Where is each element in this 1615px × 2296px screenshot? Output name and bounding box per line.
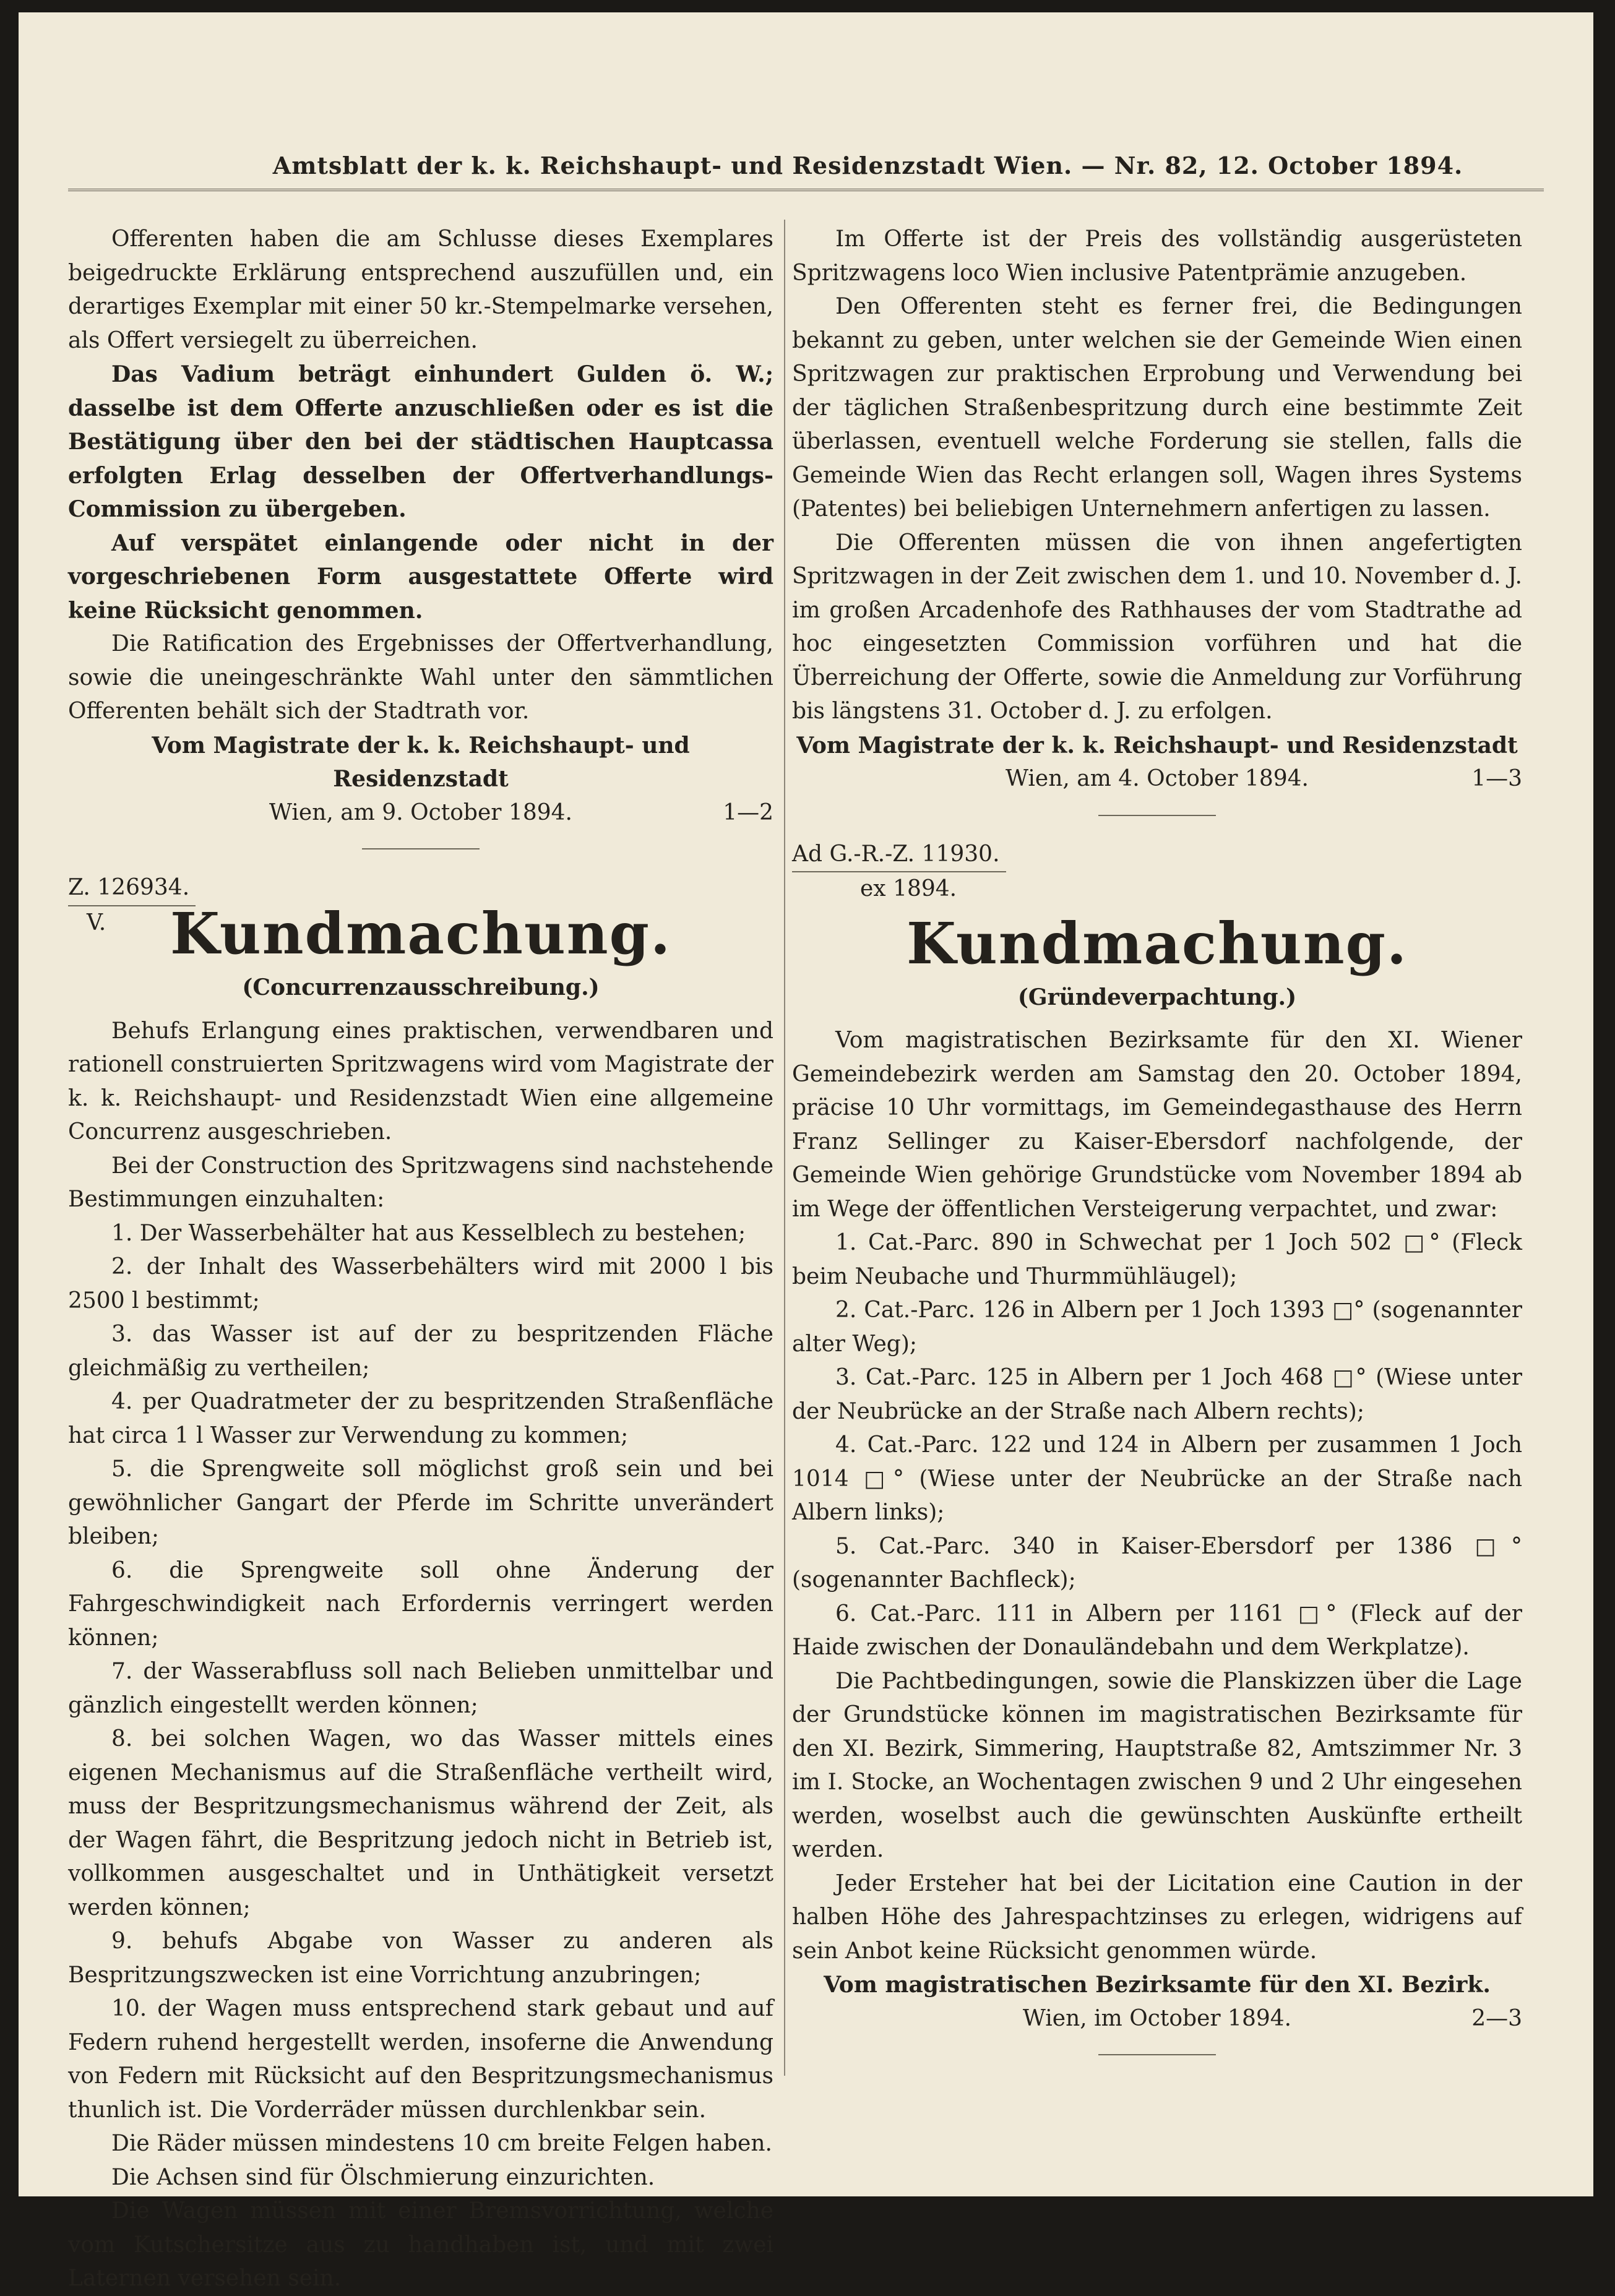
signature: Vom Magistrate der k. k. Reichshaupt- und Residenzstadt (152, 732, 690, 792)
newspaper-page (19, 12, 1593, 2291)
paragraph: Jeder Ersteher hat bei der Licitation eine Caution in der halben Höhe des Jahrespachtzinses zu erlegen, widrigens auf sein Anbot keine Rücksicht genommen würde. (792, 1870, 1522, 1964)
place-date (68, 796, 773, 830)
place-date-text: Wien, am 4. October 1894. (1006, 766, 1309, 791)
list-item: 2. Cat.-Parc. 126 in Albern per 1 Joch 1393 □° (sogenannter alter Weg); (792, 1297, 1522, 1357)
paragraph: Behufs Erlangung eines praktischen, verwendbaren und rationell construierten Spritzwagens wird vom Magistrate der k. k. Reichshaupt- und Residenzstadt Wien eine allgemeine Concurrenz ausgeschrieben. (68, 1018, 773, 1145)
signature: Vom magistratischen Bezirksamte für den XI. Bezirk. (824, 1972, 1491, 1998)
paragraph: Bei der Construction des Spritzwagens sind nachstehende Bestimmungen einzuhalten: (68, 1153, 773, 1212)
signature: Vom Magistrate der k. k. Reichshaupt- und Residenzstadt (796, 732, 1518, 759)
list-item: 7. der Wasserabfluss soll nach Belieben unmittelbar und gänzlich eingestellt werden können; (68, 1659, 773, 1718)
paragraph: Die Wagen müssen mit einer Bremsvorrichtung, welche vom Kutschersitze aus zu handhaben ist, und mit zwei Laternen versehen sein. (68, 2198, 773, 2291)
list-item: 5. die Sprengweite soll möglichst groß sein und bei gewöhnlicher Gangart der Pferde im Schritte unverändert bleiben; (68, 1456, 773, 1549)
paragraph: Die Achsen sind für Ölschmierung einzurichten. (111, 2164, 655, 2190)
list-item: 3. das Wasser ist auf der zu bespritzenden Fläche gleichmäßig zu vertheilen; (68, 1322, 773, 1381)
paragraph: Die Offerenten müssen die von ihnen angefertigten Spritzwagen in der Zeit zwischen dem 1. und 10. November d. J. im großen Arcadenhofe des Rathhauses der vom Stadtrathe ad hoc eingesetzten Commission vorführen und hat die Überreichung der Offerte, sowie die Anmeldung zur Vorführung bis längstens 31. October d. J. zu erfolgen. (792, 530, 1522, 724)
paragraph: Offerenten haben die am Schlusse dieses Exemplares beigedruckte Erklärung entsprechend auszufüllen und, ein derartiges Exemplar mit einer 50 kr.-Stempelmarke versehen, als Offert versiegelt zu überreichen. (68, 226, 773, 353)
notice-gruendeverpachtung (792, 838, 1522, 2056)
reference-suffix: ex 1894. (860, 876, 957, 901)
list-item: 2. der Inhalt des Wasserbehälters wird mit 2000 l bis 2500 l bestimmt; (68, 1254, 773, 1314)
section-rule (1098, 815, 1216, 816)
reference-number: Ad G.-R.-Z. 11930. (792, 838, 1006, 873)
list-item: 1. Cat.-Parc. 890 in Schwechat per 1 Joch 502 □° (Fleck beim Neubache und Thurmmühläugel); (792, 1230, 1522, 1289)
section-rule (1098, 2054, 1216, 2055)
list-item: 6. die Sprengweite soll ohne Änderung der Fahrgeschwindigkeit nach Erfordernis verringert werden können; (68, 1557, 773, 1651)
right-column (792, 223, 1522, 2077)
reference-suffix: V. (87, 909, 106, 935)
place-date (792, 2002, 1522, 2036)
paragraph: Die Ratification des Ergebnisses der Offertverhandlung, sowie die uneingeschränkte Wahl unter den sämmtlichen Offerenten behält sich der Stadtrath vor. (68, 631, 773, 724)
place-date (792, 762, 1522, 796)
notice-subtitle: (Concurrenzausschreibung.) (242, 974, 600, 1000)
notice-title: Kundmachung. (170, 900, 672, 967)
list-item: 3. Cat.-Parc. 125 in Albern per 1 Joch 468 □° (Wiese unter der Neubrücke an der Straße nach Albern rechts); (792, 1365, 1522, 1424)
notice-subtitle: (Gründeverpachtung.) (1017, 984, 1297, 1010)
paragraph: Den Offerenten steht es ferner frei, die Bedingungen bekannt zu geben, unter welchen sie der Gemeinde Wien einen Spritzwagen zur praktischen Erprobung und Verwendung bei der täglichen Straßenbespritzung durch eine bestimmte Zeit überlassen, eventuell welche Forderung sie stellen, falls die Gemeinde Wien das Recht erlangen soll, Wagen ihres Systems (Patentes) bei beliebigen Unternehmern anfertigen zu lassen. (792, 294, 1522, 522)
paragraph: Die Pachtbedingungen, sowie die Planskizzen über die Lage der Grundstücke können im magistratischen Bezirksamte für den XI. Bezirk, Simmering, Hauptstraße 82, Amtszimmer Nr. 3 im I. Stocke, an Wochentagen zwischen 9 und 2 Uhr eingesehen werden, woselbst auch die gewünschten Auskünfte ertheilt werden. (792, 1668, 1522, 1862)
list-item: 8. bei solchen Wagen, wo das Wasser mittels eines eigenen Mechanismus auf die Straßenfläche vertheilt wird, muss der Bespritzungsmechanismus während der Zeit, als der Wagen fährt, die Bespritzung jedoch nicht in Betrieb ist, vollkommen ausgeschaltet und in Unthätigkeit versetzt werden können; (68, 1726, 773, 1920)
list-item: 6. Cat.-Parc. 111 in Albern per 1161 □° (Fleck auf der Haide zwischen der Donauländebahn und dem Werkplatze). (792, 1601, 1522, 1660)
left-column (68, 223, 773, 2296)
paragraph: Die Räder müssen mindestens 10 cm breite Felgen haben. (111, 2131, 772, 2156)
paragraph: Das Vadium beträgt einhundert Gulden ö. W.; dasselbe ist dem Offerte anzuschließen oder es ist die Bestätigung über den bei der städtischen Hauptcassa erfolgten Erlag desselben der Offertverhandlungs-Commission zu übergeben. (68, 361, 773, 522)
place-date-text: Wien, am 9. October 1894. (269, 799, 572, 825)
list-item: 4. per Quadratmeter der zu bespritzenden Straßenfläche hat circa 1 l Wasser zur Verwendung zu kommen; (68, 1389, 773, 1448)
paragraph: Vom magistratischen Bezirksamte für den XI. Wiener Gemeindebezirk werden am Samstag den 20. October 1894, präcise 10 Uhr vormittags, im Gemeindegasthause des Herrn Franz Sellinger zu Kaiser-Ebersdorf nachfolgende, der Gemeinde Wien gehörige Grundstücke vom November 1894 ab im Wege der öffentlichen Versteigerung verpachtet, und zwar: (792, 1028, 1522, 1222)
notice-title: Kundmachung. (906, 909, 1408, 977)
paragraph: Auf verspätet einlangende oder nicht in der vorgeschriebenen Form ausgestattete Offerte wird keine Rücksicht genommen. (68, 530, 773, 624)
header-rule (68, 189, 1544, 191)
list-item: 5. Cat.-Parc. 340 in Kaiser-Ebersdorf per 1386 □° (sogenannter Bachfleck); (792, 1533, 1522, 1593)
place-date-text: Wien, im October 1894. (1022, 2005, 1292, 2031)
list-item: 4. Cat.-Parc. 122 und 124 in Albern per zusammen 1 Joch 1014 □° (Wiese unter der Neubrücke an der Straße nach Albern links); (792, 1432, 1522, 1525)
running-head: Amtsblatt der k. k. Reichshaupt- und Residenzstadt Wien. — Nr. 82, 12. October 1894. (272, 152, 1463, 179)
section-rule (362, 848, 480, 849)
sequence-number: 2—3 (1471, 2005, 1522, 2031)
reference-number: Z. 126934. (68, 871, 196, 906)
list-item: 10. der Wagen muss entsprechend stark gebaut und auf Federn ruhend hergestellt werden, insoferne die Anwendung von Federn mit Rücksicht auf den Bespritzungsmechanismus thunlich ist. Die Vorderräder müssen durchlenkbar sein. (68, 1996, 773, 2123)
list-item: 9. behufs Abgabe von Wasser zu anderen als Bespritzungszwecken ist eine Vorrichtung anzubringen; (68, 1928, 773, 1988)
sequence-number: 1—2 (723, 799, 773, 825)
column-divider (784, 220, 785, 2076)
paragraph: Im Offerte ist der Preis des vollständig ausgerüsteten Spritzwagens loco Wien inclusive Patentprämie anzugeben. (792, 226, 1522, 286)
sequence-number: 1—3 (1471, 766, 1522, 791)
notice-concurrenz (68, 871, 773, 2296)
list-item: 1. Der Wasserbehälter hat aus Kesselblech zu bestehen; (111, 1220, 746, 1246)
